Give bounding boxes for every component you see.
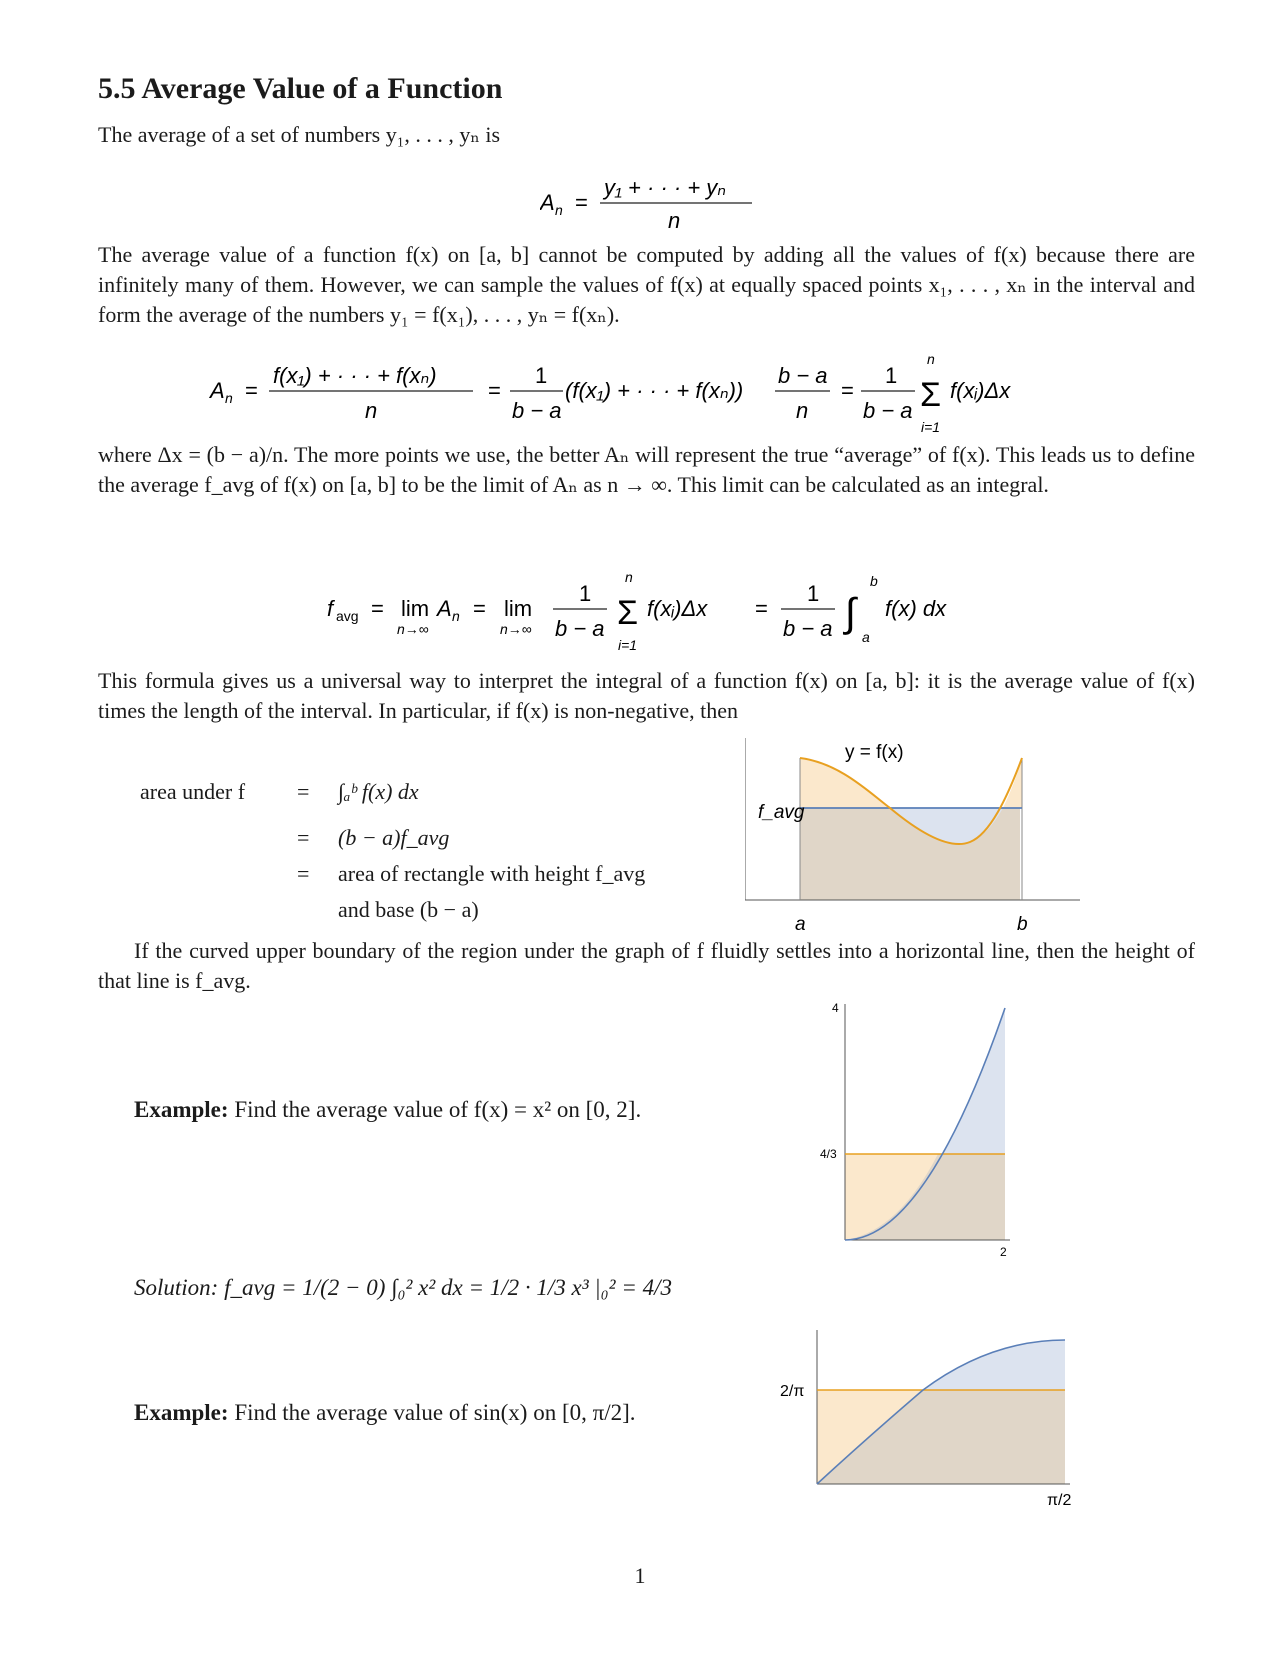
svg-text:n: n (796, 398, 809, 423)
svg-text:avg: avg (336, 608, 359, 624)
svg-text:1: 1 (579, 581, 592, 606)
area-line-base: and base (b − a) (338, 897, 479, 922)
figure-average-value (745, 738, 1085, 953)
svg-text:1: 1 (535, 363, 548, 388)
example-2-label: Example: (134, 1400, 229, 1425)
paragraph-average-numbers: The average of a set of numbers y₁, . . . , yₙ is (98, 122, 501, 147)
svg-text:=: = (841, 378, 854, 403)
paragraph-interpretation: This formula gives us a universal way to interpret the integral of a function f(x) on [a, b]: it is the average value of f(x) times the length of the interval. In particular, if f(x) is non-negative, then (98, 668, 1195, 723)
svg-text:b − a: b − a (555, 616, 605, 641)
svg-text:f(xᵢ)Δx: f(xᵢ)Δx (950, 378, 1011, 403)
area-line-rectangle: area of rectangle with height f_avg (338, 861, 646, 886)
fig1-a-label: a (795, 914, 806, 935)
svg-text:lim: lim (401, 596, 430, 621)
svg-text:n: n (668, 208, 681, 233)
example-1 (134, 1097, 641, 1123)
fig1-favg-label: f_avg (758, 802, 805, 823)
equals-2: = (297, 825, 310, 850)
fig3-ytick-2-pi: 2/π (780, 1383, 805, 1400)
svg-text:(f(x₁) + · · · + f(xₙ)): (f(x₁) + · · · + f(xₙ)) (565, 378, 744, 403)
fig1-region-above (800, 758, 890, 808)
svg-text:a: a (862, 629, 870, 645)
example-2 (134, 1400, 636, 1426)
svg-text:n→∞: n→∞ (397, 621, 429, 637)
svg-text:n: n (452, 608, 460, 624)
svg-text:1: 1 (807, 581, 820, 606)
paragraph-sampling: The average value of a function f(x) on [a, b] cannot be computed by adding all the values of f(x) because there are infinitely many of them. However, we can sample the values of f(x) at equally spaced points x₁, . . . , xₙ in the interval and form the average of the numbers y₁ = f(x₁), . . . , yₙ = f(xₙ). (98, 242, 1195, 327)
equation-riemann-average (205, 352, 1085, 447)
fig2-ytick-4-3: 4/3 (820, 1147, 837, 1161)
svg-text:f: f (327, 596, 334, 621)
fig3-xtick-pi-2: π/2 (1047, 1492, 1072, 1508)
equation-3-svg (325, 568, 975, 658)
paragraph-limit-definition: where Δx = (b − a)/n. The more points we use, the better Aₙ will represent the true “average” of f(x). This leads us to define the average f_avg of f(x) on [a, b] to be the limit of Aₙ as n → ∞. This limit can be calculated as an integral. (98, 442, 1195, 497)
page-number: 1 (634, 1563, 646, 1588)
svg-text:f(xᵢ)Δx: f(xᵢ)Δx (647, 596, 708, 621)
svg-text:=: = (575, 190, 588, 215)
svg-text:Σ: Σ (617, 594, 639, 632)
equation-2-svg (205, 352, 1085, 442)
svg-text:n: n (927, 352, 935, 367)
svg-text:b − a: b − a (778, 363, 828, 388)
equals-1: = (297, 779, 310, 804)
equation-favg-integral (325, 568, 975, 663)
svg-text:i=1: i=1 (618, 637, 638, 653)
example-1-text: Find the average value of f(x) = x² on [0, 2]. (234, 1097, 642, 1122)
svg-text:=: = (245, 378, 258, 403)
solution-1-text: f_avg = 1/(2 − 0) ∫₀² x² dx = 1/2 · 1/3 x³ |₀² = 4/3 (224, 1275, 672, 1300)
figure-2-svg (820, 996, 1030, 1266)
equation-1-svg (540, 172, 760, 234)
svg-text:n: n (365, 398, 378, 423)
svg-text:Σ: Σ (920, 376, 942, 414)
section-title: 5.5 Average Value of a Function (98, 72, 503, 105)
fig1-b-label: b (1017, 914, 1028, 935)
fig1-curve-label: y = f(x) (845, 742, 904, 763)
svg-text:n→∞: n→∞ (500, 621, 532, 637)
figure-3-svg (775, 1328, 1085, 1508)
fig3-area-above-favg (923, 1340, 1065, 1390)
svg-text:f(x) dx: f(x) dx (885, 596, 947, 621)
paragraph-horizontal-line: If the curved upper boundary of the region under the graph of f fluidly settles into a horizontal line, then the height of that line is f_avg. (98, 938, 1195, 993)
svg-text:∫: ∫ (845, 591, 856, 635)
solution-1-label: Solution: (134, 1275, 219, 1300)
area-line-base-times-favg: (b − a)f_avg (338, 825, 450, 850)
svg-text:n: n (555, 202, 563, 218)
svg-text:A: A (210, 378, 225, 403)
svg-text:A: A (437, 596, 452, 621)
svg-text:A: A (540, 190, 555, 215)
svg-text:=: = (488, 378, 501, 403)
svg-text:1: 1 (885, 363, 898, 388)
equals-3: = (297, 861, 310, 886)
equation-average-numbers (540, 172, 760, 239)
figure-x-squared (820, 996, 1030, 1271)
example-2-text: Find the average value of sin(x) on [0, π/2]. (234, 1400, 636, 1425)
svg-text:f(x₁) + · · · + f(xₙ): f(x₁) + · · · + f(xₙ) (273, 363, 437, 388)
svg-text:=: = (755, 596, 768, 621)
svg-text:b − a: b − a (783, 616, 833, 641)
svg-text:=: = (371, 596, 384, 621)
svg-text:b − a: b − a (512, 398, 562, 423)
svg-text:b: b (870, 573, 878, 589)
svg-text:b − a: b − a (863, 398, 913, 423)
figure-1-svg (745, 738, 1085, 948)
area-under-label: area under f (140, 779, 246, 804)
area-derivation (140, 755, 700, 925)
example-1-label: Example: (134, 1097, 229, 1122)
svg-text:n: n (625, 569, 633, 585)
svg-text:lim: lim (504, 596, 533, 621)
figure-sine (775, 1328, 1085, 1513)
fig2-ytick-4: 4 (832, 1001, 839, 1015)
fig2-xtick-2: 2 (1000, 1245, 1007, 1259)
svg-text:n: n (225, 390, 233, 406)
solution-1 (134, 1275, 672, 1301)
svg-text:i=1: i=1 (921, 419, 941, 435)
svg-text:=: = (473, 596, 486, 621)
area-line-integral: ∫ₐᵇ f(x) dx (338, 779, 419, 804)
svg-text:y₁ + · · · + yₙ: y₁ + · · · + yₙ (604, 175, 727, 200)
